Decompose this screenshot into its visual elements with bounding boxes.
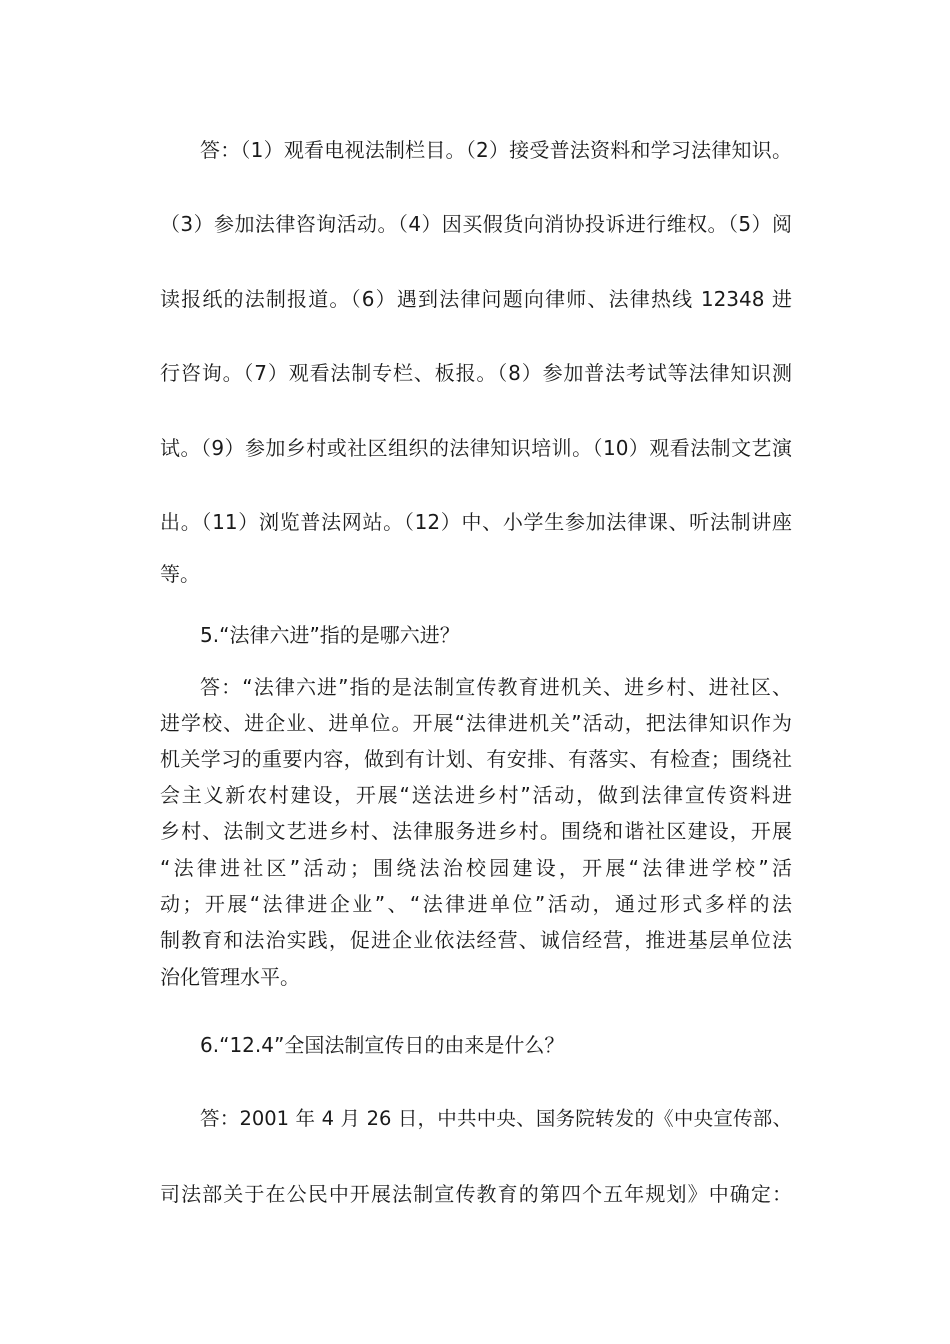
answer5-line-5: 乡村、法制文艺进乡村、法律服务进乡村。围绕和谐社区建设，开展 [160,819,792,843]
answer5-line-7: 动；开展“法律进企业”、“法律进单位”活动，通过形式多样的法 [160,892,792,916]
question5-title: 5.“法律六进”指的是哪六进？ [200,623,460,647]
answer4-line-3: 读报纸的法制报道。（6）遇到法律问题向律师、法律热线 12348 进 [160,287,792,311]
answer4-line-4: 行咨询。（7）观看法制专栏、板报。（8）参加普法考试等法律知识测 [160,361,792,385]
answer4-line-6: 出。（11）浏览普法网站。（12）中、小学生参加法律课、听法制讲座 [160,510,792,534]
answer6-line-1: 答：2001 年 4 月 26 日，中共中央、国务院转发的《中央宣传部、 [200,1107,792,1130]
answer5-line-3: 机关学习的重要内容，做到有计划、有安排、有落实、有检查；围绕社 [160,747,792,771]
answer5-line-9: 治化管理水平。 [160,965,300,989]
answer4-line-1: 答：（1）观看电视法制栏目。（2）接受普法资料和学习法律知识。 [200,138,792,162]
answer6-line-2: 司法部关于在公民中开展法制宣传教育的第四个五年规划》中确定： [160,1182,792,1206]
answer5-line-4: 会主义新农村建设，开展“送法进乡村”活动，做到法律宣传资料进 [160,783,792,807]
answer4-line-5: 试。（9）参加乡村或社区组织的法律知识培训。（10）观看法制文艺演 [160,436,792,460]
answer5-line-1: 答：“法律六进”指的是法制宣传教育进机关、进乡村、进社区、 [200,675,792,699]
question6-title: 6.“12.4”全国法制宣传日的由来是什么？ [200,1033,565,1057]
answer5-line-6: “法律进社区”活动；围绕法治校园建设，开展“法律进学校”活 [160,856,792,880]
answer5-line-8: 制教育和法治实践，促进企业依法经营、诚信经营，推进基层单位法 [160,928,792,952]
answer4-line-2: （3）参加法律咨询活动。（4）因买假货向消协投诉进行维权。（5）阅 [160,212,792,236]
answer4-line-7: 等。 [160,562,200,586]
answer5-line-2: 进学校、进企业、进单位。开展“法律进机关”活动，把法律知识作为 [160,711,792,735]
